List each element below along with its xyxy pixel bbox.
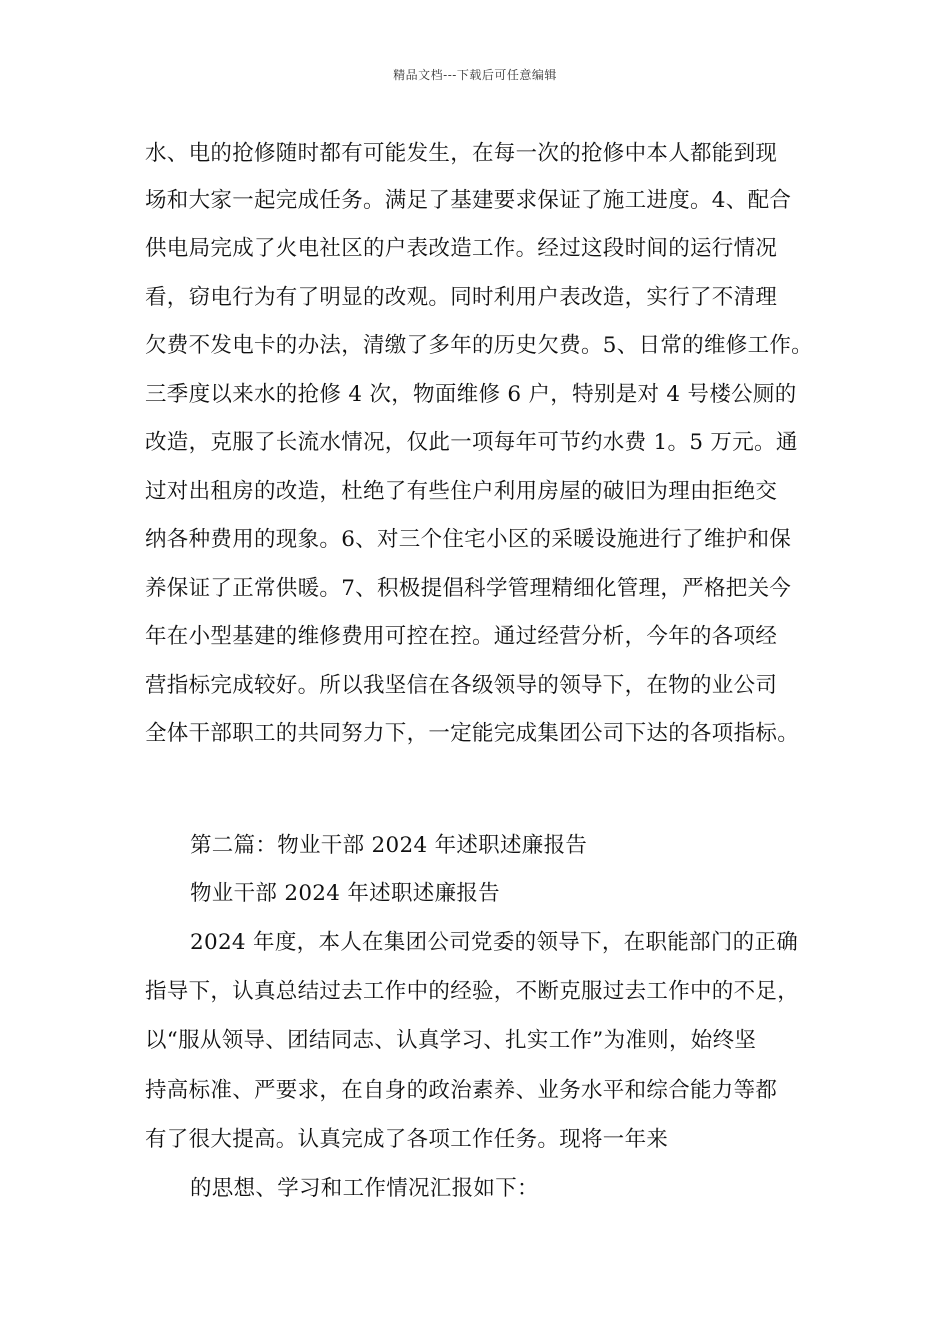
paragraph-line: 营指标完成较好。所以我坚信在各级领导的领导下，在物的业公司: [145, 673, 778, 698]
paragraph-line: 过对出租房的改造，杜绝了有些住户利用房屋的破旧为理由拒绝交: [145, 479, 778, 504]
paragraph-line: 纳各种费用的现象。6、对三个住宅小区的采暖设施进行了维护和保: [145, 527, 792, 552]
paragraph-line: 看，窃电行为有了明显的改观。同时利用户表改造，实行了不清理: [145, 285, 778, 310]
paragraph-line: 持高标准、严要求，在自身的政治素养、业务水平和综合能力等都: [145, 1078, 778, 1103]
paragraph-line: 全体干部职工的共同努力下，一定能完成集团公司下达的各项指标。: [145, 721, 800, 746]
paragraph-line: 欠费不发电卡的办法，清缴了多年的历史欠费。5、日常的维修工作。: [145, 333, 813, 358]
paragraph-line: 场和大家一起完成任务。满足了基建要求保证了施工进度。4、配合: [145, 188, 792, 213]
paragraph-line: 供电局完成了火电社区的户表改造工作。经过这段时间的运行情况: [145, 236, 778, 261]
section-subtitle: 物业干部 2024 年述职述廉报告: [190, 881, 500, 906]
paragraph-line: 指导下，认真总结过去工作中的经验，不断克服过去工作中的不足，: [145, 979, 800, 1004]
paragraph-line: 改造，克服了长流水情况，仅此一项每年可节约水费 1。5 万元。通: [145, 430, 798, 455]
page-header: 精品文档---下载后可任意编辑: [393, 68, 557, 82]
paragraph-line: 三季度以来水的抢修 4 次，物面维修 6 户，特别是对 4 号楼公厕的: [145, 382, 797, 407]
paragraph-line: 2024 年度，本人在集团公司党委的领导下，在职能部门的正确: [190, 930, 799, 955]
paragraph-line: 水、电的抢修随时都有可能发生，在每一次的抢修中本人都能到现: [145, 141, 778, 166]
paragraph-line: 以“服从领导、团结同志、认真学习、扎实工作”为准则，始终坚: [145, 1028, 757, 1053]
paragraph-line: 养保证了正常供暖。7、积极提倡科学管理精细化管理，严格把关今: [145, 576, 792, 601]
section-heading: 第二篇：物业干部 2024 年述职述廉报告: [190, 833, 588, 858]
paragraph-line: 有了很大提高。认真完成了各项工作任务。现将一年来: [145, 1127, 669, 1152]
paragraph-line: 年在小型基建的维修费用可控在控。通过经营分析，今年的各项经: [145, 624, 778, 649]
paragraph-line: 的思想、学习和工作情况汇报如下：: [190, 1176, 539, 1201]
